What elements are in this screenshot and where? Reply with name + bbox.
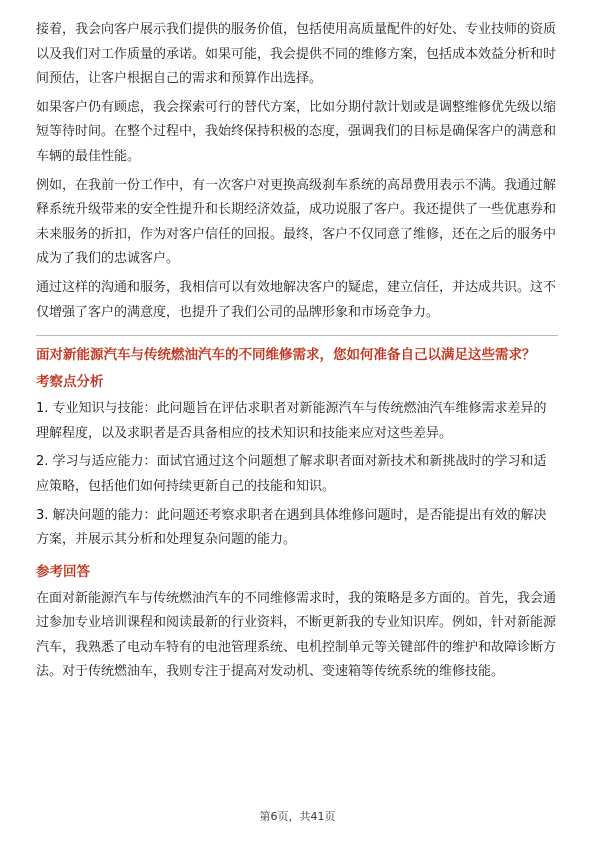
intro-paragraph-3: 例如，在我前一份工作中，有一次客户对更换高级刹车系统的高昂费用表示不满。我通过解释系统升级带来的安全性提升和长期经济效益，成功说服了客户。我还提供了一些优惠券和未来服务的折扣，作为对客户信任的回报。最终，客户不仅同意了维修，还在之后的服务中成为了我们的忠诚客户。 xyxy=(36,177,557,267)
page-number-footer: 第6页，共41页 xyxy=(259,810,336,823)
answer-heading: 参考回答 xyxy=(36,563,90,580)
document-page xyxy=(36,18,558,689)
analysis-heading: 考察点分析 xyxy=(36,374,104,391)
analysis-item-2: 2. 学习与适应能力：面试官通过这个问题想了解求职者面对新技术和新挑战时的学习和适应策略，包括他们如何持续更新自己的技能和知识。 xyxy=(36,454,547,494)
answer-paragraph: 在面对新能源汽车与传统燃油汽车的不同维修需求时，我的策略是多方面的。首先，我会通过参加专业培训课程和阅读最新的行业资料，不断更新我的专业知识库。例如，针对新能源汽车，我熟悉了电动车特有的电池管理系统、电机控制单元等关键部件的维护和故障诊断方法。对于传统燃油车，我则专注于提高对发动机、变速箱等传统系统的维修技能。 xyxy=(36,590,557,680)
analysis-item-3: 3. 解决问题的能力：此问题还考察求职者在遇到具体维修问题时，是否能提出有效的解决方案，并展示其分析和处理复杂问题的能力。 xyxy=(36,507,547,548)
intro-paragraph-1: 接着，我会向客户展示我们提供的服务价值，包括使用高质量配件的好处、专业技师的资质以及我们对工作质量的承诺。如果可能，我会提供不同的维修方案，包括成本效益分析和时间预估，让客户根据自己的需求和预算作出选择。 xyxy=(36,22,557,87)
analysis-item-1: 1. 专业知识与技能：此问题旨在评估求职者对新能源汽车与传统燃油汽车维修需求差异的理解程度，以及求职者是否具备相应的技术知识和技能来应对这些差异。 xyxy=(36,401,547,441)
intro-paragraph-2: 如果客户仍有顾虑，我会探索可行的替代方案，比如分期付款计划或是调整维修优先级以缩短等待时间。在整个过程中，我始终保持积极的态度，强调我们的目标是确保客户的满意和车辆的最佳性能。 xyxy=(36,99,557,164)
question-heading: 面对新能源汽车与传统燃油汽车的不同维修需求，您如何准备自己以满足这些需求？ xyxy=(36,347,536,364)
intro-paragraph-4: 通过这样的沟通和服务，我相信可以有效地解决客户的疑虑，建立信任，并达成共识。这不仅增强了客户的满意度，也提升了我们公司的品牌形象和市场竞争力。 xyxy=(36,279,557,320)
section-divider xyxy=(36,335,558,336)
